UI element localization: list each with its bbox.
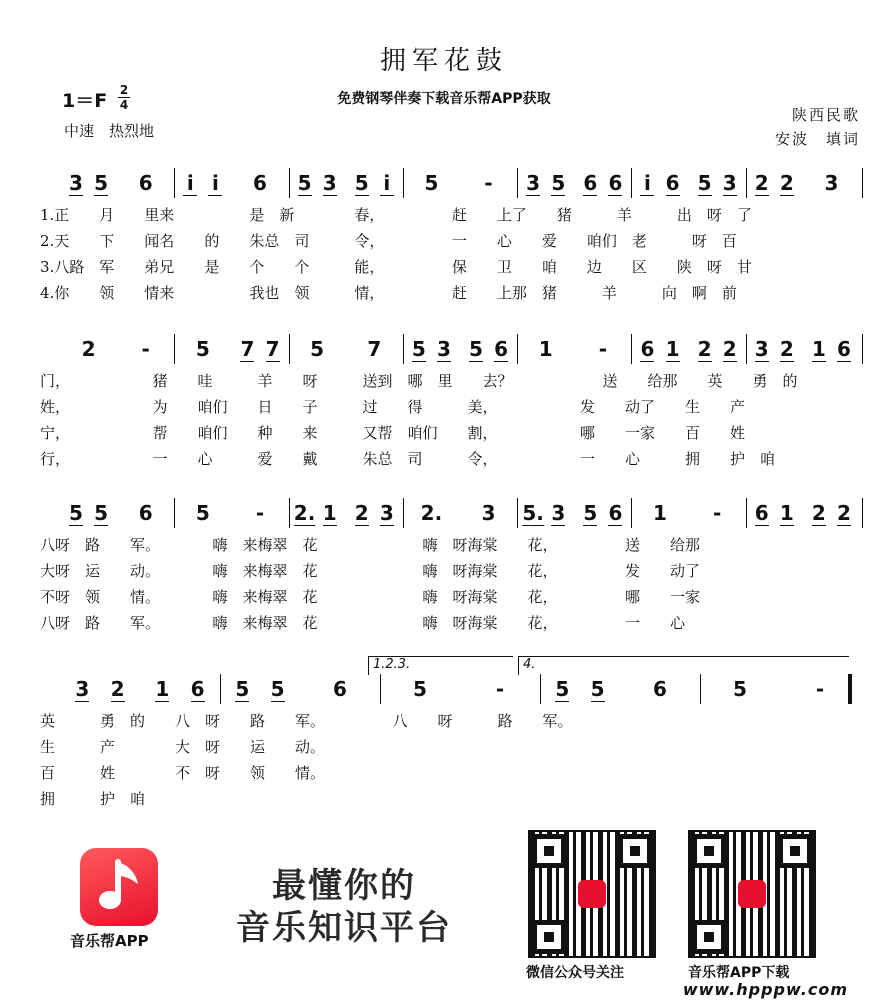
bar-line bbox=[862, 334, 863, 364]
bar-line bbox=[540, 674, 541, 704]
note: 1 bbox=[538, 337, 553, 361]
note: 6 bbox=[754, 501, 769, 525]
note: 5 bbox=[733, 677, 747, 701]
bar-line bbox=[862, 168, 863, 198]
note: 5 bbox=[551, 171, 566, 195]
note: 5 bbox=[195, 501, 210, 525]
note: 6 bbox=[253, 171, 267, 195]
slogan-line-1: 最懂你的 bbox=[272, 866, 416, 906]
bar-line bbox=[289, 334, 290, 364]
note: 6 bbox=[640, 337, 655, 361]
note: 7 bbox=[367, 337, 382, 361]
note: 5 bbox=[297, 171, 312, 195]
note: 6 bbox=[653, 677, 667, 701]
bar-line bbox=[517, 498, 518, 528]
key-signature: 1＝F bbox=[62, 90, 108, 112]
note: - bbox=[712, 501, 722, 525]
bar-line bbox=[862, 498, 863, 528]
app-download-qr-label: 音乐帮APP下载 bbox=[688, 965, 790, 981]
note: i bbox=[380, 172, 394, 194]
note: 2. bbox=[420, 501, 443, 525]
lyric-line-verse-4: 4.你 领 情来 我也 领 情， 赶 上那 猪 羊 向 啊 前 bbox=[40, 284, 737, 302]
bar-line bbox=[517, 334, 518, 364]
bar-line bbox=[746, 168, 747, 198]
note: 6 bbox=[138, 501, 153, 525]
note: 6 bbox=[665, 171, 680, 195]
note: 6 bbox=[608, 171, 623, 195]
slogan-line-2: 音乐知识平台 bbox=[236, 908, 452, 948]
note: 2 bbox=[754, 171, 769, 195]
note: 3 bbox=[437, 337, 451, 361]
note: 5 bbox=[697, 171, 712, 195]
lyric-line-verse-1: 八呀 路 军。 嗨 来梅翠 花 嗨 呀海棠 花， 送 给那 bbox=[40, 536, 701, 554]
note: 3 bbox=[75, 677, 90, 701]
lyricist-credit: 安波 填词 bbox=[774, 130, 860, 148]
note: - bbox=[255, 501, 265, 525]
time-sig-bottom: 4 bbox=[119, 98, 129, 112]
note: 2 bbox=[722, 337, 737, 361]
note: 3 bbox=[69, 171, 83, 195]
note: 5 bbox=[270, 677, 285, 701]
note: 7 bbox=[240, 337, 255, 361]
note: 5 bbox=[235, 677, 250, 701]
note: - bbox=[598, 337, 607, 361]
app-logo-label: 音乐帮APP bbox=[70, 932, 149, 950]
note: 5 bbox=[469, 337, 483, 361]
bar-line bbox=[380, 674, 381, 704]
note: - bbox=[495, 677, 505, 701]
wechat-qr-label: 微信公众号关注 bbox=[526, 965, 624, 981]
wechat-qr-code[interactable] bbox=[528, 830, 656, 958]
note: 2 bbox=[779, 171, 794, 195]
lyric-line-verse-3: 百 姓 不 呀 领 情。 bbox=[40, 764, 326, 782]
bar-line bbox=[746, 334, 747, 364]
lyric-line-verse-3: 宁， 帮 咱们 种 来 又帮 咱们 割， 哪 一家 百 姓 bbox=[40, 424, 746, 442]
bar-line bbox=[746, 498, 747, 528]
note: 5 bbox=[195, 337, 210, 361]
note: 6 bbox=[608, 501, 623, 525]
second-ending-bracket: 4. bbox=[518, 656, 849, 675]
lyric-line-verse-2: 大呀 运 动。 嗨 来梅翠 花 嗨 呀海棠 花， 发 动了 bbox=[40, 562, 701, 580]
note: 2. bbox=[293, 501, 316, 525]
note: 1 bbox=[811, 337, 826, 361]
bar-line bbox=[403, 498, 404, 528]
note: 3 bbox=[551, 501, 566, 525]
final-bar-line bbox=[848, 674, 852, 704]
lyric-line-verse-2: 2.天 下 闻名 的 朱总 司 令， 一 心 爱 咱们 老 呀 百 bbox=[40, 232, 737, 250]
note: 7 bbox=[265, 337, 280, 361]
note: i bbox=[183, 172, 197, 194]
note: i bbox=[208, 172, 222, 194]
lyric-line-verse-4: 拥 护 咱 bbox=[40, 790, 146, 808]
time-sig-top: 2 bbox=[119, 83, 129, 97]
note: 5 bbox=[411, 337, 426, 361]
note: - bbox=[141, 337, 150, 361]
note: 3 bbox=[322, 171, 337, 195]
note: 5 bbox=[354, 171, 369, 195]
note: 3 bbox=[722, 171, 737, 195]
lyric-line-verse-4: 行， 一 心 爱 戴 朱总 司 令， 一 心 拥 护 咱 bbox=[40, 450, 776, 468]
note: 5 bbox=[583, 501, 598, 525]
note: i bbox=[640, 172, 654, 194]
note: 2 bbox=[110, 677, 125, 701]
note: 3 bbox=[379, 501, 394, 525]
note: 1 bbox=[665, 337, 680, 361]
note: - bbox=[815, 677, 825, 701]
lyric-line-verse-2: 生 产 大 呀 运 动。 bbox=[40, 738, 326, 756]
note: 5 bbox=[310, 337, 325, 361]
bar-line bbox=[403, 168, 404, 198]
note: 5. bbox=[522, 501, 544, 525]
lyric-line-verse-3: 3.八路 军 弟兄 是 个 个 能， 保 卫 咱 边 区 陕 呀 甘 bbox=[40, 258, 752, 276]
bar-line bbox=[174, 168, 175, 198]
tempo-marking: 中速 热烈地 bbox=[64, 122, 155, 140]
note: 5 bbox=[94, 501, 109, 525]
bar-line bbox=[289, 498, 290, 528]
song-title: 拥军花鼓 bbox=[379, 46, 508, 76]
download-notice[interactable]: 免费钢琴伴奏下载音乐帮APP获取 bbox=[337, 91, 551, 107]
song-origin: 陕西民歌 bbox=[791, 106, 860, 124]
note: 6 bbox=[138, 171, 153, 195]
bar-line bbox=[174, 334, 175, 364]
note: 6 bbox=[333, 677, 347, 701]
note: 6 bbox=[583, 171, 598, 195]
note: 2 bbox=[354, 501, 369, 525]
first-ending-bracket: 1.2.3. bbox=[368, 656, 513, 675]
qr-logo-icon bbox=[738, 880, 766, 908]
note: 1 bbox=[779, 501, 794, 525]
bar-line bbox=[631, 168, 632, 198]
note: 3 bbox=[754, 337, 769, 361]
lyric-line-verse-4: 八呀 路 军。 嗨 来梅翠 花 嗨 呀海棠 花， 一 心 bbox=[40, 614, 686, 632]
bar-line bbox=[700, 674, 701, 704]
lyric-line-verse-2: 姓， 为 咱们 日 子 过 得 美， 发 动了 生 产 bbox=[40, 398, 746, 416]
bar-line bbox=[174, 498, 175, 528]
note: 6 bbox=[837, 337, 851, 361]
app-logo-icon[interactable] bbox=[80, 848, 158, 926]
note: - bbox=[484, 171, 493, 195]
note: 5 bbox=[94, 171, 109, 195]
note: 2 bbox=[837, 501, 851, 525]
note: 5 bbox=[413, 677, 427, 701]
bar-line bbox=[289, 168, 290, 198]
note: 1 bbox=[155, 677, 170, 701]
note: 5 bbox=[424, 171, 439, 195]
note: 3 bbox=[481, 501, 496, 525]
qr-logo-icon bbox=[578, 880, 606, 908]
note: 3 bbox=[526, 171, 541, 195]
bar-line bbox=[631, 334, 632, 364]
note: 5 bbox=[69, 501, 83, 525]
app-download-qr-code[interactable] bbox=[688, 830, 816, 958]
bar-line bbox=[517, 168, 518, 198]
note: 1 bbox=[322, 501, 337, 525]
note: 6 bbox=[190, 677, 205, 701]
lyric-line-verse-1: 1.正 月 里来 是 新 春， 赶 上了 猪 羊 出 呀 了 bbox=[40, 206, 752, 224]
note: 1 bbox=[653, 501, 667, 525]
note: 2 bbox=[697, 337, 712, 361]
note: 2 bbox=[811, 501, 826, 525]
note: 5 bbox=[555, 677, 570, 701]
website-watermark[interactable]: www.hpppw.com bbox=[682, 980, 848, 999]
note: 3 bbox=[824, 171, 839, 195]
bar-line bbox=[220, 674, 221, 704]
note: 6 bbox=[494, 337, 509, 361]
time-signature bbox=[118, 84, 130, 111]
lyric-line-verse-3: 不呀 领 情。 嗨 来梅翠 花 嗨 呀海棠 花， 哪 一家 bbox=[40, 588, 701, 606]
note: 2 bbox=[779, 337, 794, 361]
bar-line bbox=[403, 334, 404, 364]
note: 5 bbox=[590, 677, 605, 701]
note: 2 bbox=[81, 337, 96, 361]
bar-line bbox=[631, 498, 632, 528]
lyric-line-verse-1: 门， 猪 哇 羊 呀 送到 哪 里 去？ 送 给那 英 勇 的 bbox=[40, 372, 798, 390]
lyric-line-verse-1: 英 勇 的 八 呀 路 军。 八 呀 路 军。 bbox=[40, 712, 573, 730]
